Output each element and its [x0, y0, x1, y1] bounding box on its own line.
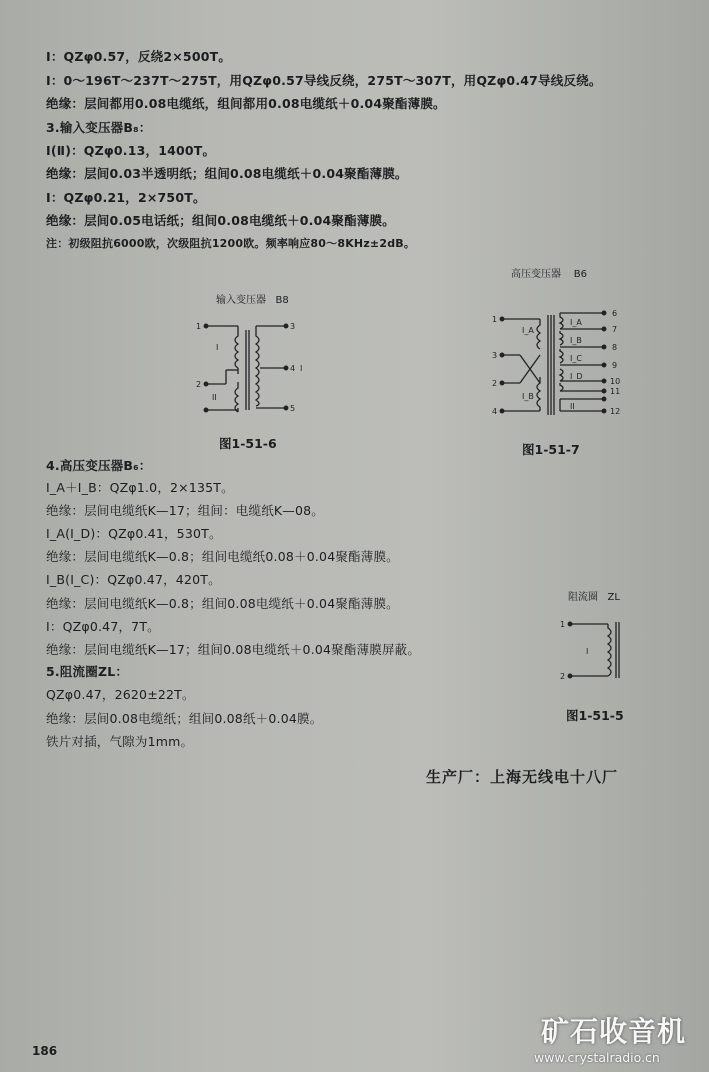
winding-label: II	[570, 402, 575, 411]
figure-caption: 图1-51-5	[566, 708, 624, 723]
winding-label: I	[216, 343, 219, 352]
winding-label: I	[586, 647, 589, 656]
text-line: QZφ0.47，2620±22T。	[46, 687, 195, 702]
pin-label: 3	[290, 322, 296, 331]
page-number: 186	[32, 1044, 58, 1058]
figure-caption: 图1-51-7	[522, 442, 580, 457]
figure-title: 高压变压器 B6	[511, 269, 587, 280]
text-line: 绝缘：层间电缆纸K—0.8；组间电缆纸0.08＋0.04聚酯薄膜。	[46, 549, 399, 564]
pin-label: 4	[290, 364, 296, 373]
winding-label: I_B	[522, 392, 534, 401]
note-line: 注：初级阻抗6000欧，次级阻抗1200欧。频率响应80～8KHz±2dB。	[46, 237, 416, 250]
winding-label: I_A	[522, 326, 534, 335]
pin-label: 10	[610, 377, 621, 386]
text-line: 铁片对插，气隙为1mm。	[46, 734, 194, 749]
text-line: Ⅰ_B(Ⅰ_C)：QZφ0.47，420T。	[46, 572, 221, 587]
winding-label: I	[300, 364, 303, 373]
text-line: 绝缘：层间0.08电缆纸；组间0.08纸＋0.04膜。	[46, 711, 323, 726]
pin-label: 11	[610, 387, 621, 396]
pin-label: 2	[196, 380, 202, 389]
winding-label: I_C	[570, 354, 582, 363]
pin-label: 5	[290, 404, 296, 413]
manufacturer: 生产厂：上海无线电十八厂	[426, 768, 619, 786]
text-line: 绝缘：层间电缆纸K—0.8；组间0.08电缆纸＋0.04聚酯薄膜。	[46, 596, 399, 611]
section-heading: 4.高压变压器B₆：	[46, 458, 152, 473]
pin-label: 7	[612, 325, 618, 334]
text-line: Ⅰ：0～196T～237T～275T，用QZφ0.57导线反绕，275T～307T，用QZφ0.47导线反绕。	[46, 73, 602, 88]
text-line: Ⅰ_A(Ⅰ_D)：QZφ0.41，530T。	[46, 526, 222, 541]
high-voltage-transformer-diagram	[486, 303, 632, 421]
winding-label: II	[212, 393, 217, 402]
pin-label: 3	[492, 351, 498, 360]
pin-label: 8	[612, 343, 618, 352]
pin-label: 1	[560, 620, 566, 629]
winding-label: I_B	[570, 336, 582, 345]
text-line: 绝缘：层间电缆纸K—17；组间0.08电缆纸＋0.04聚酯薄膜屏蔽。	[46, 642, 421, 657]
winding-label: I_A	[570, 318, 582, 327]
input-transformer-diagram	[190, 312, 310, 422]
pin-label: 6	[612, 309, 618, 318]
text-line: I_A＋I_B：QZφ1.0，2×135T。	[46, 480, 234, 495]
text-line: 绝缘：层间0.03半透明纸；组间0.08电缆纸＋0.04聚酯薄膜。	[46, 166, 408, 181]
pin-label: 1	[196, 322, 202, 331]
section-heading: 3.输入变压器B₈：	[46, 120, 152, 135]
pin-label: 9	[612, 361, 618, 370]
text-line: Ⅰ：QZφ0.47，7T。	[46, 619, 160, 634]
figure-caption: 图1-51-6	[219, 436, 277, 451]
choke-diagram	[556, 612, 636, 686]
watermark-url: www.crystalradio.cn	[534, 1050, 660, 1065]
text-line: 绝缘：层间0.05电话纸；组间0.08电缆纸＋0.04聚酯薄膜。	[46, 213, 395, 228]
text-line: Ⅰ：QZφ0.57，反绕2×500T。	[46, 49, 232, 64]
figure-title: 输入变压器 B8	[216, 295, 289, 306]
winding-label: I_D	[570, 372, 583, 381]
watermark-logo: 矿石收音机	[541, 1015, 687, 1048]
text-line: 绝缘：层间电缆纸K—17；组间：电缆纸K—08。	[46, 503, 325, 518]
figure-title: 阻流圈 ZL	[568, 592, 620, 603]
section-heading: 5.阻流圈ZL：	[46, 664, 129, 679]
text-line: 绝缘：层间都用0.08电缆纸，组间都用0.08电缆纸＋0.04聚酯薄膜。	[46, 96, 446, 111]
pin-label: 2	[492, 379, 498, 388]
text-line: Ⅰ：QZφ0.21，2×750T。	[46, 190, 206, 205]
pin-label: 2	[560, 672, 566, 681]
text-line: Ⅰ(Ⅱ)：QZφ0.13，1400T。	[46, 143, 216, 158]
pin-label: 1	[492, 315, 498, 324]
pin-label: 4	[492, 407, 498, 416]
pin-label: 12	[610, 407, 621, 416]
